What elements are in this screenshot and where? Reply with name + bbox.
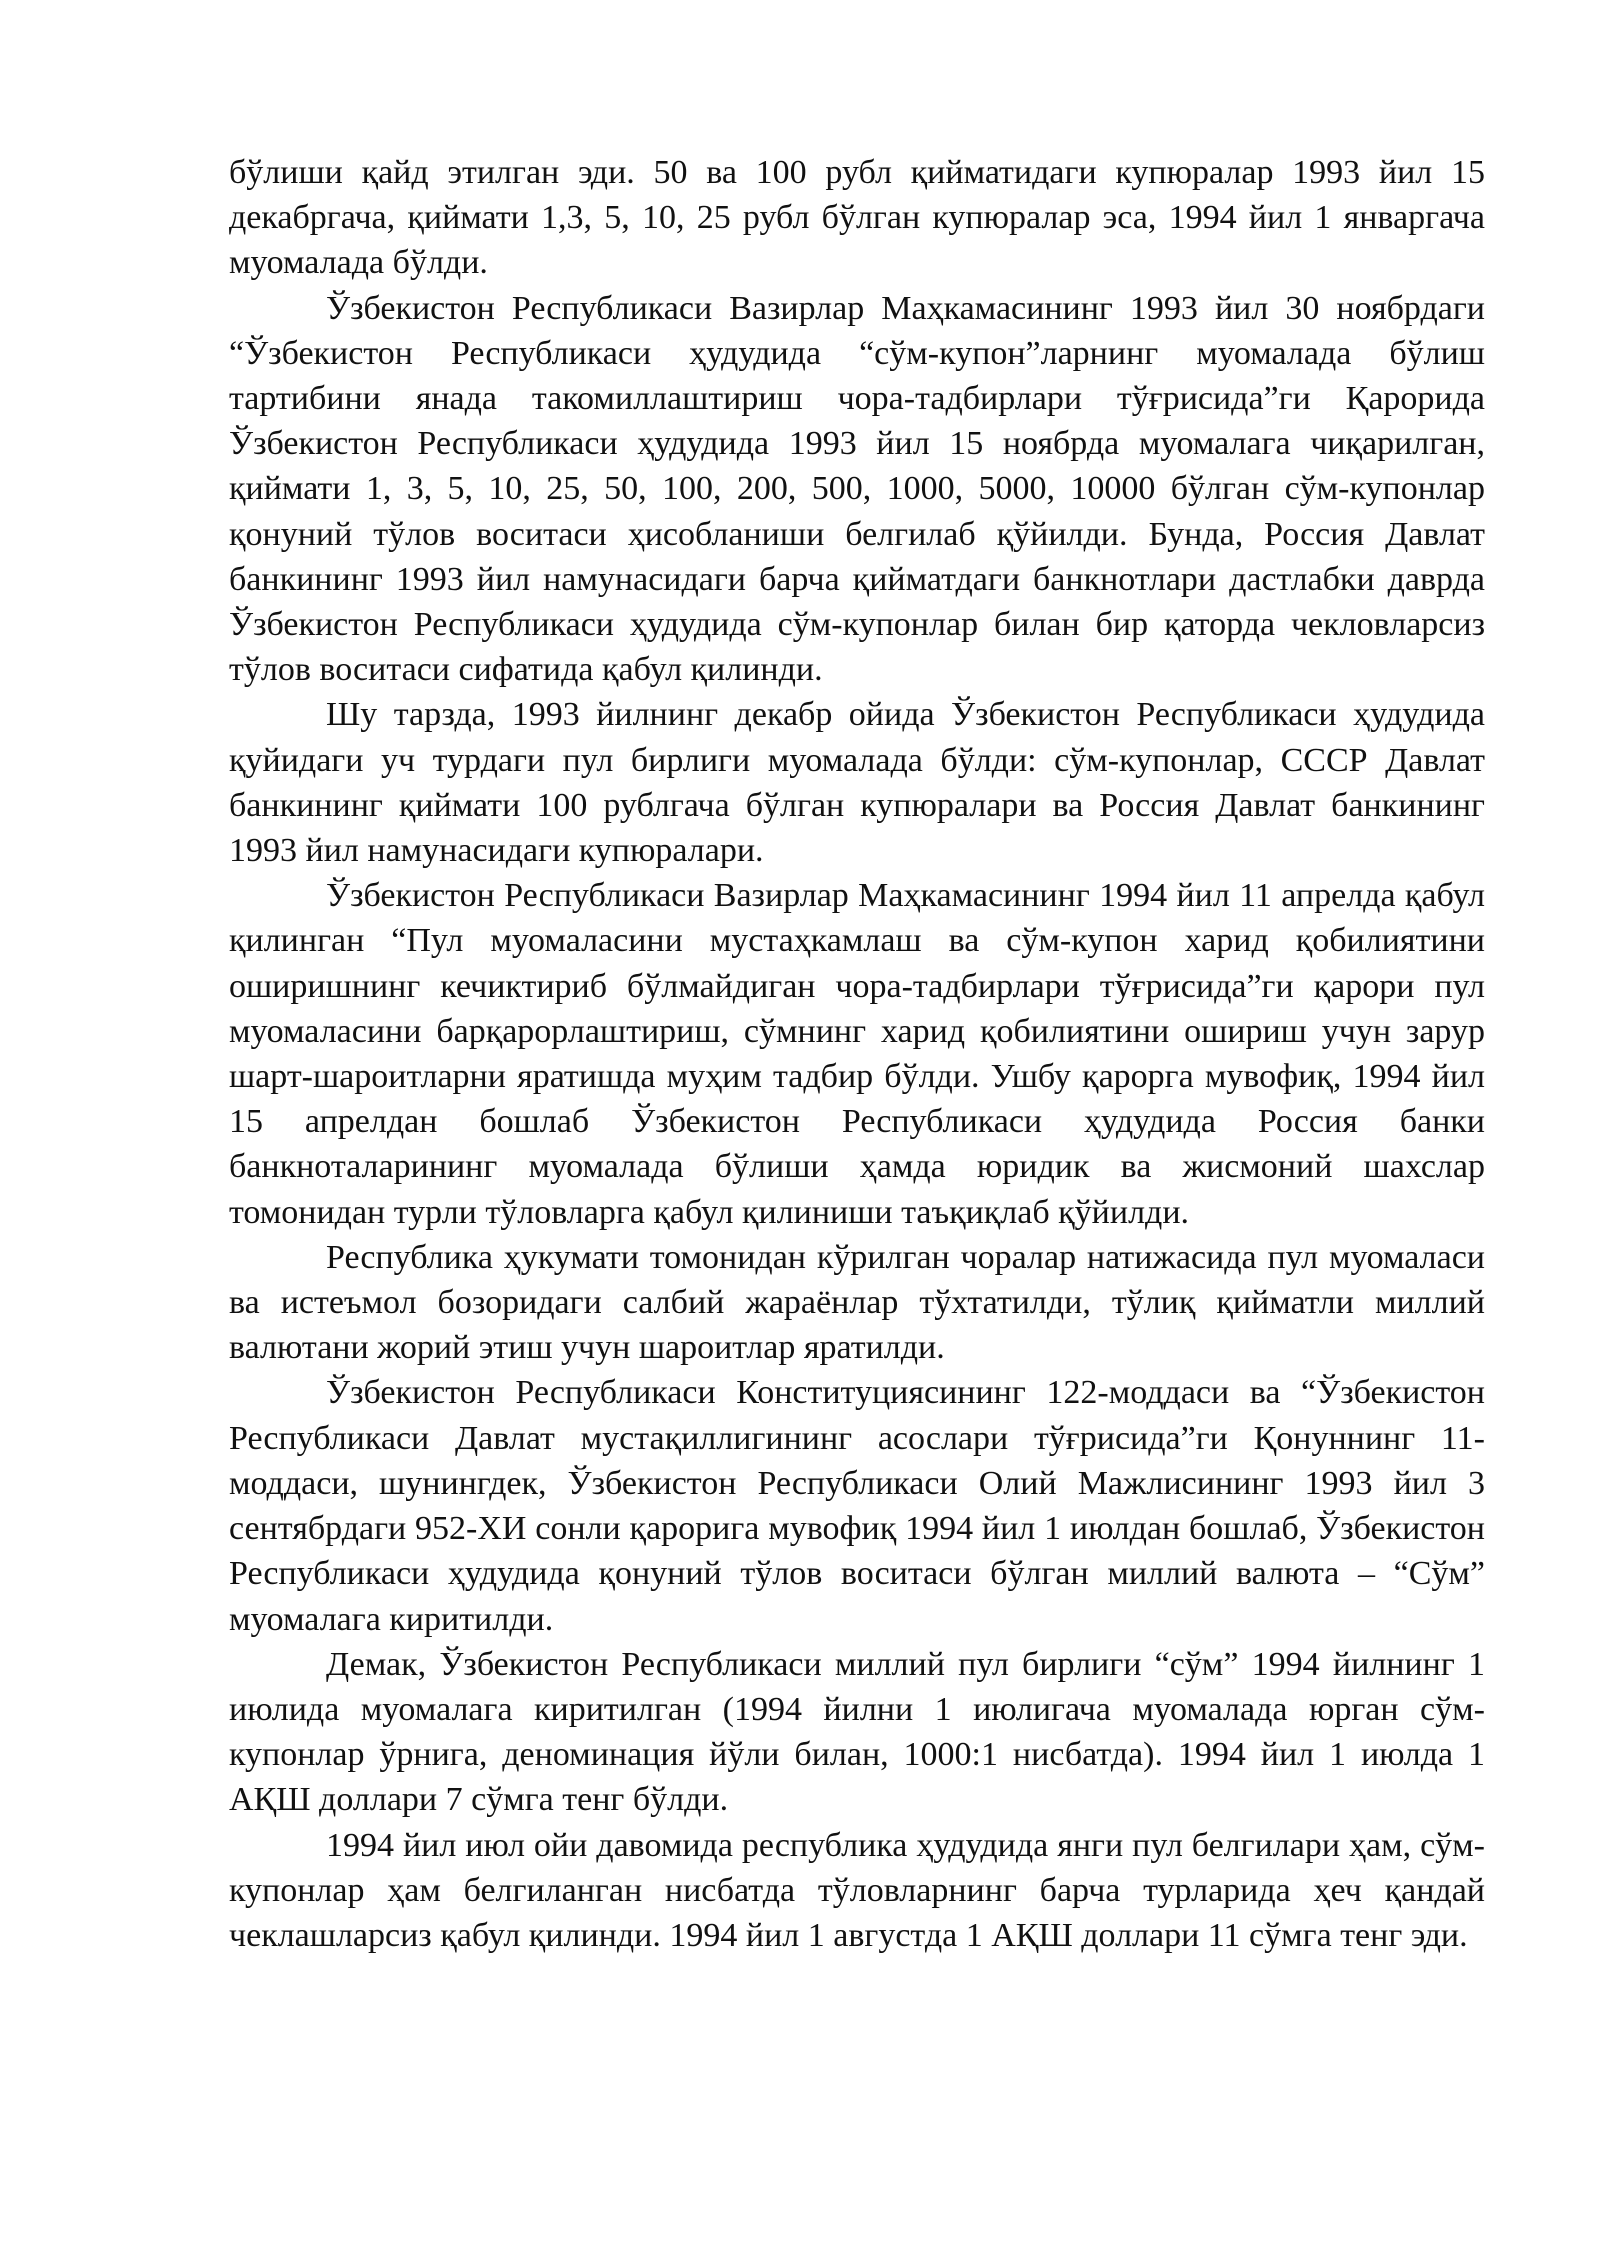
paragraph: Ўзбекистон Республикаси Конституциясининг 122-моддаси ва “Ўзбекистон Республикаси Давлат мустақиллигининг асослари тўғрисида”ги Қонуннинг 11-моддаси, шунингдек, Ўзбекистон Республикаси Олий Мажлисининг 1993 йил 3 сентябрдаги 952-ХИ сонли қарорига мувофиқ 1994 йил 1 июлдан бошлаб, Ўзбекистон Республикаси ҳудудида қонуний тўлов воситаси бўлган миллий валюта – “Сўм” муомалага киритилди. [229,1374,1485,1638]
paragraph: Ўзбекистон Республикаси Вазирлар Маҳкамасининг 1993 йил 30 ноябрдаги “Ўзбекистон Республикаси ҳудудида “сўм-купон”ларнинг муомалада бўлиш тартибини янада такомиллаштириш чора-тадбирлари тўғрисида”ги Қарорида Ўзбекистон Республикаси ҳудудида 1993 йил 15 ноябрда муомалага чиқарилган, қиймати 1, 3, 5, 10, 25, 50, 100, 200, 500, 1000, 5000, 10000 бўлган сўм-купонлар қонуний тўлов воситаси ҳисобланиши белгилаб қўйилди. Бунда, Россия Давлат банкининг 1993 йил намунасидаги барча қийматдаги банкнотлари дастлабки даврда Ўзбекистон Республикаси ҳудудида сўм-купонлар билан бир қаторда чекловларсиз тўлов воситаси сифатида қабул қилинди. [229,289,1485,689]
paragraph: Шу тарзда, 1993 йилнинг декабр ойида Ўзбекистон Республикаси ҳудудида қуйидаги уч турдаги пул бирлиги муомалада бўлди: сўм-купонлар, СССР Давлат банкининг қиймати 100 рублгача бўлган купюралари ва Россия Давлат банкининг 1993 йил намунасидаги купюралари. [229,696,1485,870]
paragraph: Демак, Ўзбекистон Республикаси миллий пул бирлиги “сўм” 1994 йилнинг 1 июлида муомалага киритилган (1994 йилни 1 июлигача муомалада юрган сўм-купонлар ўрнига, деноминация йўли билан, 1000:1 нисбатда). 1994 йил 1 июлда 1 АҚШ доллари 7 сўмга тенг бўлди. [229,1645,1485,1819]
paragraph: Ўзбекистон Республикаси Вазирлар Маҳкамасининг 1994 йил 11 апрелда қабул қилинган “Пул муомаласини мустаҳкамлаш ва сўм-купон харид қобилиятини оширишнинг кечиктириб бўлмайдиган чора-тадбирлари тўғрисида”ги қарори пул муомаласини барқарорлаштириш, сўмнинг харид қобилиятини ошириш учун зарур шарт-шароитларни яратишда муҳим тадбир бўлди. Ушбу қарорга мувофиқ, 1994 йил 15 апрелдан бошлаб Ўзбекистон Республикаси ҳудудида Россия банки банкноталарининг муомалада бўлиши ҳамда юридик ва жисмоний шахслар томонидан турли тўловларга қабул қилиниши таъқиқлаб қўйилди. [229,877,1485,1231]
paragraph: Республика ҳукумати томонидан кўрилган чоралар натижасида пул муомаласи ва истеъмол бозоридаги салбий жараёнлар тўхтатилди, тўлиқ қийматли миллий валютани жорий этиш учун шароитлар яратилди. [229,1238,1485,1367]
paragraph-continuation: бўлиши қайд этилган эди. 50 ва 100 рубл қийматидаги купюралар 1993 йил 15 декабргача, қиймати 1,3, 5, 10, 25 рубл бўлган купюралар эса, 1994 йил 1 январгача муомалада бўлди. [229,154,1485,282]
paragraph: 1994 йил июл ойи давомида республика ҳудудида янги пул белгилари ҳам, сўм-купонлар ҳам белгиланган нисбатда тўловларнинг барча турларида ҳеч қандай чеклашларсиз қабул қилинди. 1994 йил 1 августда 1 АҚШ доллари 11 сўмга тенг эди. [229,1826,1485,1954]
document-page [229,150,1485,1958]
